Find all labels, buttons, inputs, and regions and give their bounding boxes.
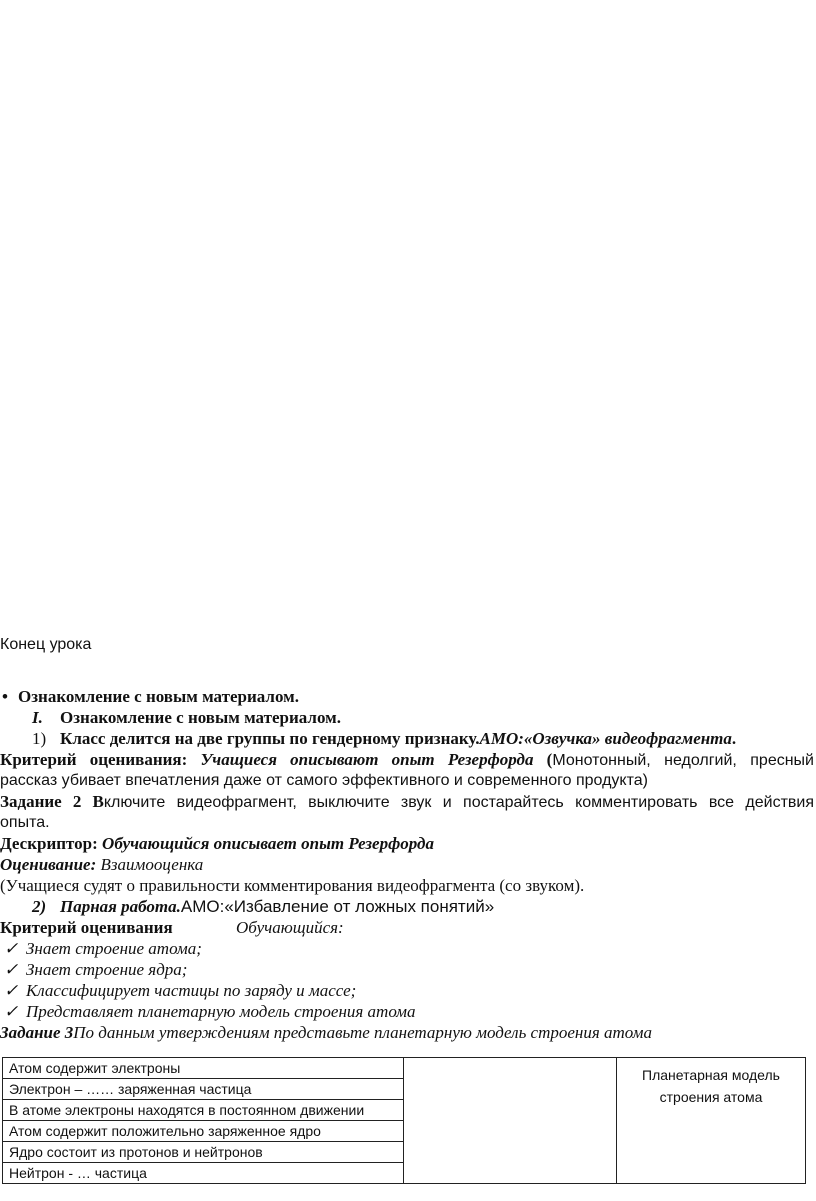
table-cell: Ядро состоит из протонов и нейтронов: [3, 1142, 404, 1163]
bullet-icon: •: [2, 687, 8, 706]
model-cell: [617, 1058, 806, 1184]
item-1-marker: 1): [32, 729, 47, 748]
roman-item: [32, 707, 816, 728]
checklist-item: [4, 959, 816, 980]
table-cell: Нейтрон - … частица: [3, 1163, 404, 1184]
table-cell: В атоме электроны находятся в постоянном движении: [3, 1100, 404, 1121]
item-1-amo: АМО:«Озвучка» видеофрагмента: [479, 729, 732, 748]
checklist-item: [4, 980, 816, 1001]
task-2-line2: опыта.: [0, 814, 50, 831]
task-2-label: Задание 2 В: [0, 792, 104, 811]
descriptor-text: Обучающийся описывает опыт Резерфорда: [102, 834, 434, 853]
item-1: [32, 728, 816, 749]
bullet-heading-text: Ознакомление с новым материалом.: [18, 687, 299, 706]
empty-cell: [404, 1058, 617, 1184]
task-3: [0, 1022, 816, 1043]
descriptor: [0, 833, 816, 854]
checklist-text: Знает строение ядра;: [26, 960, 188, 979]
checkmark-icon: ✓: [4, 981, 19, 1000]
criterion-1-paren: (: [546, 750, 553, 769]
criterion-2-label: Критерий оценивания: [0, 918, 173, 937]
bullet-heading: [2, 686, 816, 707]
item-2-label: Парная работа.: [60, 897, 181, 916]
end-of-lesson: Конец урока: [0, 636, 92, 653]
model-label-line2: строения атома: [659, 1089, 763, 1105]
checklist-text: Представляет планетарную модель строения атома: [26, 1002, 416, 1021]
assessment-label: Оценивание:: [0, 855, 97, 874]
criterion-1-line1: [0, 749, 814, 771]
criterion-1-rest: Монотонный, недолгий, пресный: [552, 752, 814, 769]
item-1-text: Класс делится на две группы по гендерному признаку.: [60, 729, 480, 748]
roman-item-text: Ознакомление с новым материалом.: [60, 708, 341, 727]
checkmark-icon: ✓: [4, 1002, 19, 1021]
table-cell: Атом содержит положительно заряженное ядро: [3, 1121, 404, 1142]
criterion-2: [0, 917, 816, 938]
statements-table: [2, 1057, 806, 1184]
criterion-1-italic: Учащиеся описывают опыт Резерфорда: [200, 750, 534, 769]
table-row: [3, 1058, 806, 1079]
item-2: [32, 896, 816, 917]
checklist-text: Классифицирует частицы по заряду и массе;: [26, 981, 357, 1000]
checklist-text: Знает строение атома;: [26, 939, 202, 958]
item-2-amo: АМО:«Избавление от ложных понятий»: [180, 897, 495, 916]
task-3-text: По данным утверждениям представьте планетарную модель строения атома: [73, 1023, 652, 1042]
assessment-note: (Учащиеся судят о правильности комментирования видеофрагмента (со звуком).: [0, 876, 585, 895]
checkmark-icon: ✓: [4, 939, 19, 958]
task-2-line1: [0, 791, 814, 813]
item-1-end: .: [731, 729, 737, 748]
descriptor-label: Дескриптор:: [0, 834, 98, 853]
model-label-line1: Планетарная модель: [642, 1067, 780, 1083]
item-2-marker: 2): [32, 897, 47, 916]
task-2-text: ключите видеофрагмент, выключите звук и постарайтесь комментировать все действия: [103, 794, 815, 811]
table-cell: Электрон – …… заряженная частица: [3, 1079, 404, 1100]
criterion-1-line2: рассказ убивает впечатления даже от самого эффективного и современного продукта): [0, 772, 648, 789]
assessment-text: Взаимооценка: [100, 855, 204, 874]
table-cell: Атом содержит электроны: [3, 1058, 404, 1079]
task-3-label: Задание 3: [0, 1023, 74, 1042]
criterion-2-learner: Обучающийся:: [236, 918, 344, 937]
checklist-item: [4, 1001, 816, 1022]
assessment: [0, 854, 816, 875]
roman-marker: I.: [32, 708, 43, 727]
criterion-1-label: Критерий оценивания:: [0, 750, 188, 769]
checkmark-icon: ✓: [4, 960, 19, 979]
checklist-item: [4, 938, 816, 959]
